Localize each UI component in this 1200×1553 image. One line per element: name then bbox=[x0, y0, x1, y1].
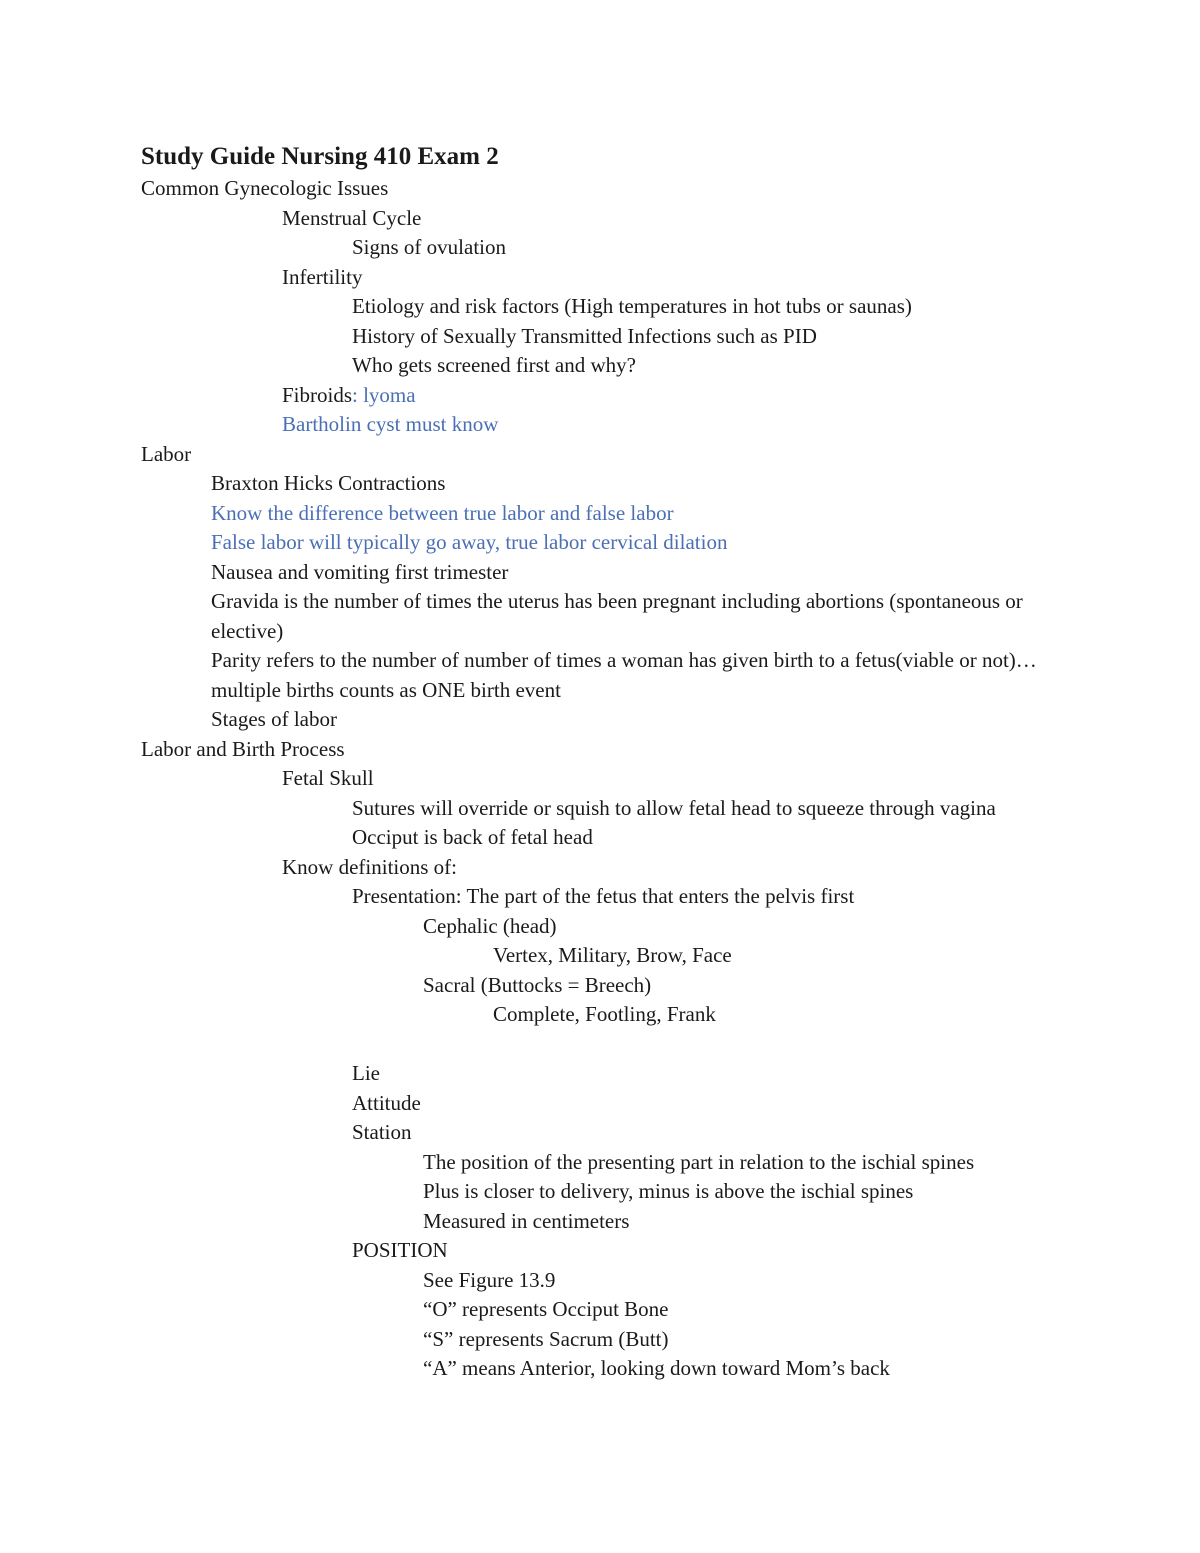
birth-process-heading: Labor and Birth Process bbox=[141, 736, 345, 761]
fibroids-item bbox=[141, 381, 1061, 411]
fibroids-note: : lyoma bbox=[352, 382, 416, 407]
sacral-item: Sacral (Buttocks = Breech) bbox=[423, 972, 652, 997]
station-definition-item: The position of the presenting part in relation to the ischial spines bbox=[423, 1149, 975, 1174]
document-title: Study Guide Nursing 410 Exam 2 bbox=[141, 143, 499, 170]
occiput-item: Occiput is back of fetal head bbox=[352, 825, 593, 849]
fetal-skull-item: Fetal Skull bbox=[282, 766, 374, 790]
station-plus-minus-item: Plus is closer to delivery, minus is above the ischial spines bbox=[423, 1179, 914, 1203]
outline-content bbox=[141, 174, 1061, 1384]
sacral-types-item: Complete, Footling, Frank bbox=[493, 1002, 716, 1026]
s-represents-item: “S” represents Sacrum (Butt) bbox=[423, 1326, 669, 1351]
fibroids-label: Fibroids bbox=[282, 382, 353, 407]
menstrual-cycle-item: Menstrual Cycle bbox=[282, 205, 422, 230]
cephalic-types-item: Vertex, Military, Brow, Face bbox=[493, 943, 732, 967]
gyn-heading: Common Gynecologic Issues bbox=[141, 176, 389, 200]
know-definitions-item: Know definitions of: bbox=[282, 854, 457, 879]
true-false-labor-item: Know the difference between true labor and false labor bbox=[211, 500, 674, 525]
a-means-item: “A” means Anterior, looking down toward Mom’s back bbox=[423, 1356, 890, 1380]
position-item: POSITION bbox=[352, 1238, 448, 1262]
stages-labor-item: Stages of labor bbox=[211, 707, 337, 731]
nausea-item: Nausea and vomiting first trimester bbox=[211, 559, 509, 584]
bartholin-item: Bartholin cyst must know bbox=[282, 412, 499, 436]
cephalic-item: Cephalic (head) bbox=[423, 913, 557, 938]
gravida-item: Gravida is the number of times the uterus has been pregnant including abortions (spontaneous or elective) bbox=[211, 589, 1023, 643]
parity-item: Parity refers to the number of number of times a woman has given birth to a fetus(viable or not)… multiple births counts as ONE birth event bbox=[211, 648, 1037, 702]
presentation-item: Presentation: The part of the fetus that enters the pelvis first bbox=[352, 884, 855, 908]
infertility-item: Infertility bbox=[282, 264, 363, 289]
see-figure-item: See Figure 13.9 bbox=[423, 1267, 556, 1292]
lie-item: Lie bbox=[352, 1061, 380, 1085]
signs-ovulation-item: Signs of ovulation bbox=[352, 235, 507, 259]
station-item: Station bbox=[352, 1120, 412, 1144]
attitude-item: Attitude bbox=[352, 1090, 421, 1115]
station-measured-item: Measured in centimeters bbox=[423, 1208, 630, 1233]
sti-history-item: History of Sexually Transmitted Infections such as PID bbox=[352, 323, 817, 348]
screening-item: Who gets screened first and why? bbox=[352, 353, 636, 377]
sutures-item: Sutures will override or squish to allow fetal head to squeeze through vagina bbox=[352, 795, 996, 820]
blank-line bbox=[141, 1030, 1061, 1060]
labor-heading: Labor bbox=[141, 441, 192, 466]
false-labor-note: False labor will typically go away, true labor cervical dilation bbox=[211, 530, 728, 554]
etiology-item: Etiology and risk factors (High temperatures in hot tubs or saunas) bbox=[352, 294, 912, 318]
o-represents-item: “O” represents Occiput Bone bbox=[423, 1297, 669, 1321]
braxton-hicks-item: Braxton Hicks Contractions bbox=[211, 471, 446, 495]
